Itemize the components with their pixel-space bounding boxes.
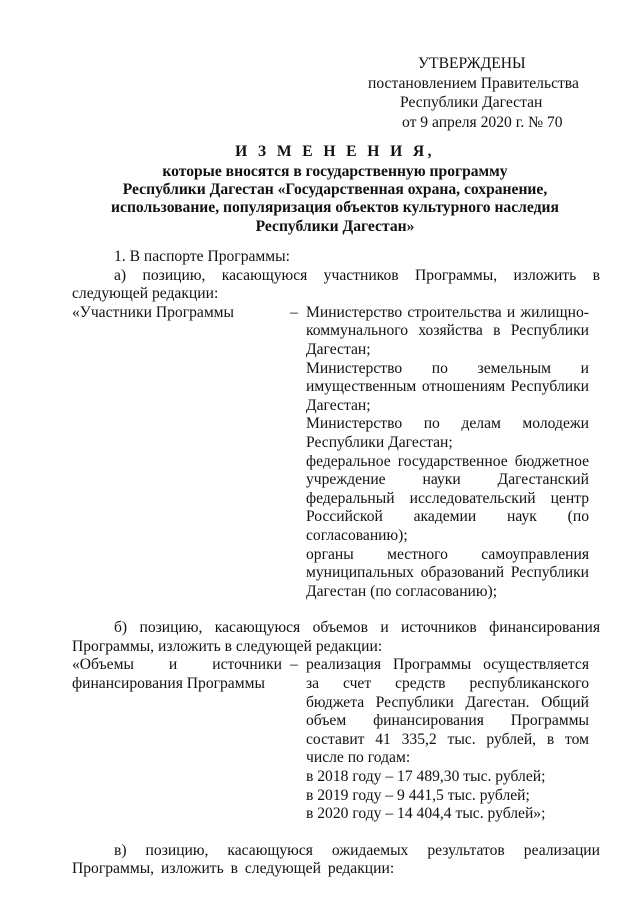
spacer [72,601,600,619]
participant-item: Министерство по земельным и имущественным отношениям Республики Дагестан; [306,359,589,414]
position-content [306,304,589,602]
participant-item: органы местного самоуправления муниципальных образований Республики Дагестан (по согласованию); [306,545,589,600]
approval-line: Республики Дагестан [400,94,543,111]
title-subline: которые вносятся в государственную программу [162,162,508,180]
paragraph-b-intro: б) позицию, касающуюся объемов и источников финансирования Программы, изложить в следующей редакции: [72,619,600,655]
position-dash: – [290,656,298,674]
paragraph-c-intro: в) позицию, касающуюся ожидаемых результатов реализации Программы, изложить в следующей редакции: [72,841,600,878]
title-heading: И З М Е Н Е Н И Я, [235,143,435,160]
participant-item: федеральное государственное бюджетное учреждение науки Дагестанский федеральный исследовательский центр Российской академии наук (по согласованию); [306,452,589,544]
approval-line: УТВЕРЖДЕНЫ [418,55,526,72]
position-dash: – [290,303,298,321]
section-heading: 1. В паспорте Программы: [114,248,290,265]
position-content [306,656,589,823]
financing-text: реализация Программы осуществляется за счет средств республиканского бюджета Республики Дагестан. Общий объем финансирования Программы составит 41 335,2 тыс. рублей, в том числе по годам: [306,656,589,767]
position-label: «Объемы и источники финансирования Программы [72,656,282,693]
title-subline: Республики Дагестан» [255,217,415,235]
participant-item: Министерство по делам молодежи Республики Дагестан; [306,415,589,451]
financing-year: в 2020 году – 14 404,4 тыс. рублей»; [306,805,546,823]
approval-line: постановлением Правительства [368,74,579,92]
participant-item: Министерство строительства и жилищно-коммунального хозяйства в Республики Дагестан; [306,303,589,358]
spacer [72,824,600,842]
financing-position [72,656,600,823]
document-title [70,143,600,236]
approval-stamp [368,55,618,133]
paragraph-a-intro: а) позицию, касающуюся участников Программы, изложить в следующей редакции: [72,266,600,303]
participants-position [72,304,600,602]
title-subline: Республики Дагестан «Государственная охрана, сохранение, [122,181,548,198]
document-body [72,248,600,879]
position-label: «Участники Программы [72,303,235,321]
financing-year: в 2019 году – 9 441,5 тыс. рублей; [306,786,530,804]
approval-line: от 9 апреля 2020 г. № 70 [402,113,563,131]
financing-year: в 2018 году – 17 489,30 тыс. рублей; [306,768,546,786]
title-subline: использование, популяризация объектов культурного наследия [111,199,559,217]
